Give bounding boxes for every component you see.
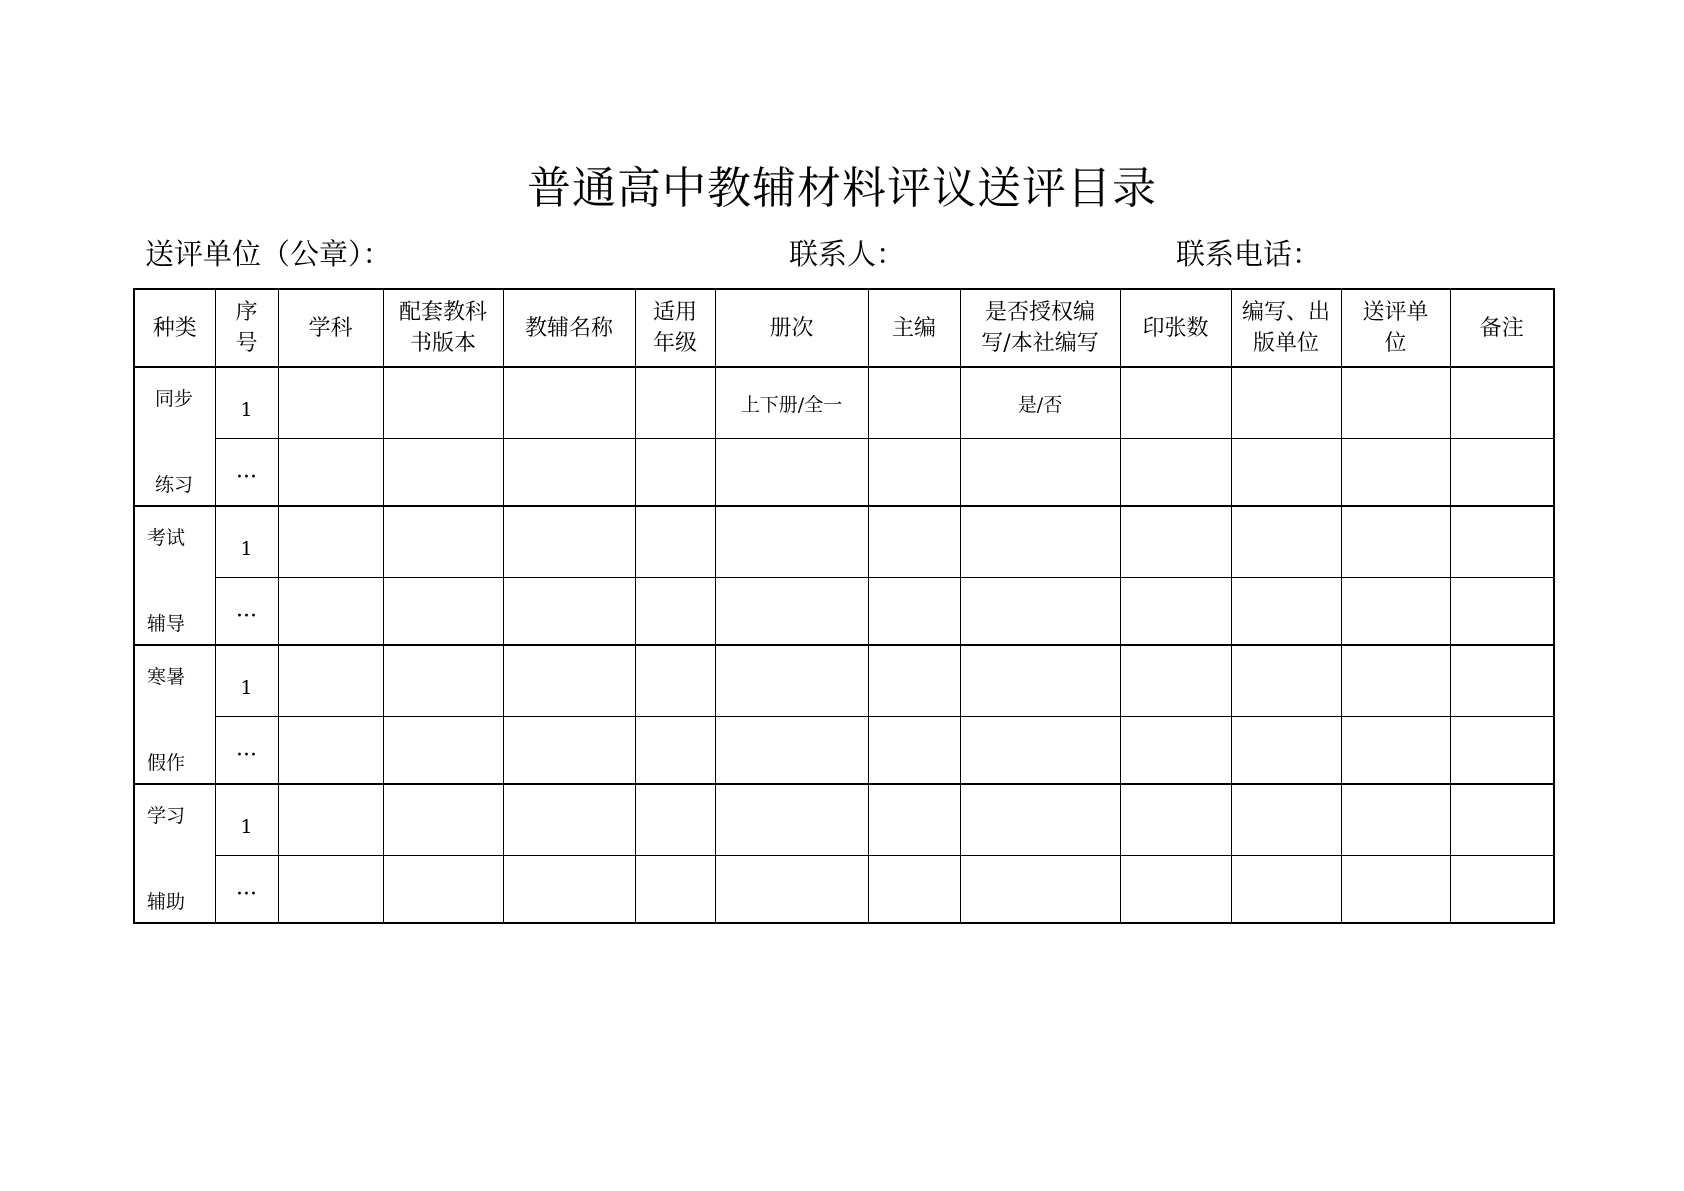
remarks-cell[interactable]	[1450, 856, 1554, 924]
editor-cell[interactable]	[868, 578, 960, 646]
sheets-cell[interactable]	[1120, 367, 1231, 439]
subject-cell[interactable]	[278, 856, 383, 924]
subject-cell[interactable]	[278, 367, 383, 439]
volume-cell[interactable]: 上下册/全一	[715, 367, 868, 439]
authorized-cell[interactable]	[960, 439, 1120, 507]
grade-cell[interactable]	[635, 717, 715, 785]
header-remarks: 备注	[1450, 289, 1554, 367]
submitting-unit-cell[interactable]	[1341, 367, 1450, 439]
header-row	[134, 289, 1554, 367]
material-name-cell[interactable]	[503, 856, 635, 924]
table-row	[134, 856, 1554, 924]
seq-cell: 1	[215, 367, 278, 439]
remarks-cell[interactable]	[1450, 367, 1554, 439]
grade-cell[interactable]	[635, 578, 715, 646]
category-cell: 学习 辅助	[134, 784, 215, 923]
header-material-name: 教辅名称	[503, 289, 635, 367]
grade-cell[interactable]	[635, 856, 715, 924]
material-name-cell[interactable]	[503, 506, 635, 578]
textbook-edition-cell[interactable]	[383, 578, 503, 646]
table-row	[134, 578, 1554, 646]
authorized-cell[interactable]	[960, 645, 1120, 717]
grade-cell[interactable]	[635, 439, 715, 507]
header-grade: 适用 年级	[635, 289, 715, 367]
remarks-cell[interactable]	[1450, 578, 1554, 646]
editor-cell[interactable]	[868, 506, 960, 578]
sheets-cell[interactable]	[1120, 439, 1231, 507]
textbook-edition-cell[interactable]	[383, 717, 503, 785]
sheets-cell[interactable]	[1120, 578, 1231, 646]
table-row	[134, 717, 1554, 785]
sheets-cell[interactable]	[1120, 506, 1231, 578]
editor-cell[interactable]	[868, 439, 960, 507]
header-editor: 主编	[868, 289, 960, 367]
editor-cell[interactable]	[868, 856, 960, 924]
header-volume: 册次	[715, 289, 868, 367]
seq-cell: ···	[215, 578, 278, 646]
editor-cell[interactable]	[868, 645, 960, 717]
publisher-cell[interactable]	[1231, 578, 1341, 646]
seq-cell: 1	[215, 506, 278, 578]
seq-cell: 1	[215, 645, 278, 717]
seq-cell: 1	[215, 784, 278, 856]
textbook-edition-cell[interactable]	[383, 645, 503, 717]
publisher-cell[interactable]	[1231, 784, 1341, 856]
authorized-cell[interactable]	[960, 784, 1120, 856]
header-publisher: 编写、出 版单位	[1231, 289, 1341, 367]
seq-cell: ···	[215, 439, 278, 507]
sheets-cell[interactable]	[1120, 784, 1231, 856]
seq-cell: ···	[215, 856, 278, 924]
textbook-edition-cell[interactable]	[383, 439, 503, 507]
authorized-cell[interactable]: 是/否	[960, 367, 1120, 439]
submitting-unit-cell[interactable]	[1341, 439, 1450, 507]
category-cell: 寒暑 假作	[134, 645, 215, 784]
publisher-cell[interactable]	[1231, 506, 1341, 578]
grade-cell[interactable]	[635, 645, 715, 717]
contact-person-label: 联系人：	[789, 237, 906, 271]
submitting-unit-cell[interactable]	[1341, 506, 1450, 578]
publisher-cell[interactable]	[1231, 645, 1341, 717]
remarks-cell[interactable]	[1450, 506, 1554, 578]
submitting-unit-cell[interactable]	[1341, 856, 1450, 924]
publisher-cell[interactable]	[1231, 439, 1341, 507]
document-title: 普通高中教辅材料评议送评目录	[527, 163, 1157, 214]
volume-cell[interactable]	[715, 506, 868, 578]
material-name-cell[interactable]	[503, 717, 635, 785]
grade-cell[interactable]	[635, 506, 715, 578]
submitting-unit-label: 送评单位（公章）：	[145, 237, 392, 271]
table-row	[134, 506, 1554, 578]
header-submitting-unit: 送评单 位	[1341, 289, 1450, 367]
authorized-cell[interactable]	[960, 856, 1120, 924]
seq-cell: ···	[215, 717, 278, 785]
catalog-table	[133, 288, 1555, 924]
contact-phone-label: 联系电话：	[1176, 237, 1322, 271]
table-row	[134, 645, 1554, 717]
remarks-cell[interactable]	[1450, 784, 1554, 856]
grade-cell[interactable]	[635, 784, 715, 856]
volume-cell[interactable]	[715, 856, 868, 924]
submitting-unit-cell[interactable]	[1341, 578, 1450, 646]
authorized-cell[interactable]	[960, 717, 1120, 785]
remarks-cell[interactable]	[1450, 439, 1554, 507]
textbook-edition-cell[interactable]	[383, 506, 503, 578]
textbook-edition-cell[interactable]	[383, 784, 503, 856]
textbook-edition-cell[interactable]	[383, 367, 503, 439]
table-row	[134, 439, 1554, 507]
editor-cell[interactable]	[868, 367, 960, 439]
subject-cell[interactable]	[278, 645, 383, 717]
material-name-cell[interactable]	[503, 367, 635, 439]
table-row	[134, 784, 1554, 856]
material-name-cell[interactable]	[503, 784, 635, 856]
submitting-unit-cell[interactable]	[1341, 645, 1450, 717]
header-sheets: 印张数	[1120, 289, 1231, 367]
header-authorized: 是否授权编 写/本社编写	[960, 289, 1120, 367]
material-name-cell[interactable]	[503, 645, 635, 717]
sheets-cell[interactable]	[1120, 717, 1231, 785]
remarks-cell[interactable]	[1450, 717, 1554, 785]
header-textbook-edition: 配套教科 书版本	[383, 289, 503, 367]
remarks-cell[interactable]	[1450, 645, 1554, 717]
category-cell: 考试 辅导	[134, 506, 215, 645]
material-name-cell[interactable]	[503, 439, 635, 507]
submitting-unit-cell[interactable]	[1341, 717, 1450, 785]
header-category: 种类	[134, 289, 215, 367]
subject-cell[interactable]	[278, 439, 383, 507]
textbook-edition-cell[interactable]	[383, 856, 503, 924]
subject-cell[interactable]	[278, 717, 383, 785]
grade-cell[interactable]	[635, 367, 715, 439]
authorized-cell[interactable]	[960, 506, 1120, 578]
sheets-cell[interactable]	[1120, 856, 1231, 924]
subject-cell[interactable]	[278, 578, 383, 646]
subject-cell[interactable]	[278, 506, 383, 578]
volume-cell[interactable]	[715, 784, 868, 856]
publisher-cell[interactable]	[1231, 367, 1341, 439]
publisher-cell[interactable]	[1231, 717, 1341, 785]
authorized-cell[interactable]	[960, 578, 1120, 646]
volume-cell[interactable]	[715, 578, 868, 646]
header-seq: 序 号	[215, 289, 278, 367]
header-subject: 学科	[278, 289, 383, 367]
sheets-cell[interactable]	[1120, 645, 1231, 717]
editor-cell[interactable]	[868, 784, 960, 856]
volume-cell[interactable]	[715, 717, 868, 785]
publisher-cell[interactable]	[1231, 856, 1341, 924]
submitting-unit-cell[interactable]	[1341, 784, 1450, 856]
category-cell: 同步 练习	[134, 367, 215, 506]
material-name-cell[interactable]	[503, 578, 635, 646]
volume-cell[interactable]	[715, 645, 868, 717]
subject-cell[interactable]	[278, 784, 383, 856]
table-row	[134, 367, 1554, 439]
editor-cell[interactable]	[868, 717, 960, 785]
volume-cell[interactable]	[715, 439, 868, 507]
